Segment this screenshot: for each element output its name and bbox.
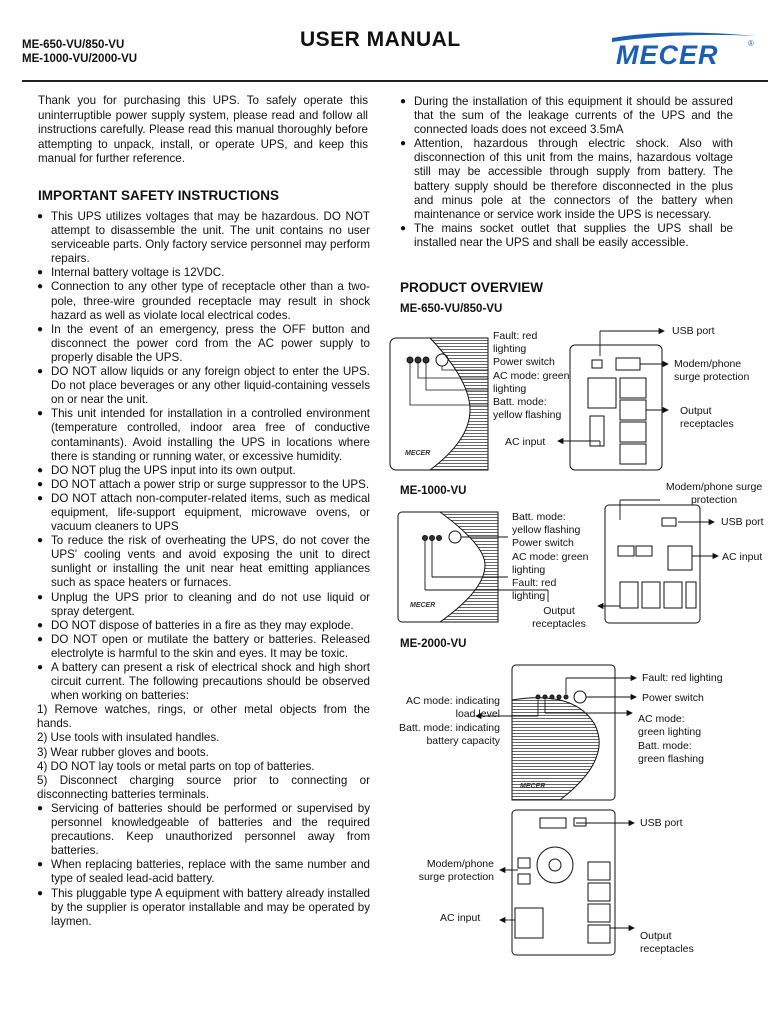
page-title: USER MANUAL (300, 28, 461, 51)
m3-label-usb: USB port (640, 817, 683, 829)
m3-label-power: Power switch (642, 692, 704, 704)
m1-label-acmode: AC mode: green lighting (493, 370, 570, 395)
safety-item: ● This pluggable type A equipment with battery already installed by the supplier is operator installable and may be operated by laymen. (37, 887, 370, 929)
m2-label-acinput: AC input (722, 551, 763, 563)
safety-item: ● DO NOT open or mutilate the battery or batteries. Released electrolyte is harmful to the skin and eyes. It may be toxic. (37, 633, 370, 661)
m3-rear-unit (512, 810, 615, 955)
m1-label-output: Output receptacles (680, 405, 734, 430)
m3-front-logo: MECER (520, 783, 546, 790)
note-item: ● The mains socket outlet that supplies the UPS shall be installed near the UPS and shall be easily accessible. (400, 222, 733, 250)
precaution-item: 1) Remove watches, rings, or other metal objects from the hands. (37, 703, 370, 731)
model-line-1: ME-650-VU/850-VU (22, 39, 125, 51)
m3-front-unit (512, 665, 615, 800)
safety-item: ● This UPS utilizes voltages that may be hazardous. DO NOT attempt to disassemble the unit. The unit contains no user serviceable parts. Only factory service personnel may perform repairs. (37, 210, 370, 266)
m1-label-battmode: Batt. mode: yellow flashing (493, 396, 562, 421)
m3-label-battmode: Batt. mode: green flashing (638, 740, 704, 765)
precaution-item: 3) Wear rubber gloves and boots. (37, 745, 209, 759)
model-line-2: ME-1000-VU/2000-VU (22, 53, 138, 65)
m3-label-modem: Modem/phone surge protection (418, 858, 494, 883)
safety-item: ● To reduce the risk of overheating the UPS, do not cover the UPS' cooling vents and avoid exposing the unit to direct sunlight or installing the unit near heat emitting appliances such as space heaters or furnaces. (37, 534, 370, 590)
svg-text:®: ® (748, 39, 754, 48)
m3-label-acload: AC mode: indicating load level (406, 695, 500, 720)
m2-front-logo: MECER (410, 602, 436, 609)
safety-item: ● Unplug the UPS prior to cleaning and do not use liquid or spray detergent. (37, 591, 370, 619)
m2-label-battmode: Batt. mode: yellow flashing (512, 511, 581, 536)
safety-item: ● DO NOT allow liquids or any foreign object to enter the UPS. Do not place beverages or any other liquid-containing vessels on or near the unit. (37, 365, 370, 407)
m2-rear-unit (605, 505, 700, 623)
safety-item: ● DO NOT attach non-computer-related items, such as medical equipment, life-support equipment, microwave ovens, or vacuum cleaners to UPS (37, 492, 370, 534)
safety-item: ● This unit intended for installation in a controlled environment (temperature controlled, indoor area free of conductive contaminants). Avoid installing the UPS in locations where there is standing or running water, or excessive humidity. (37, 407, 370, 463)
safety-item: ● When replacing batteries, replace with the same number and type of sealed lead-acid battery. (37, 858, 370, 886)
m1-title: ME-650-VU/850-VU (400, 303, 503, 315)
m2-label-modem: Modem/phone surge protection (665, 481, 763, 506)
safety-item: ● Servicing of batteries should be performed or supervised by personnel knowledgeable of batteries and the required precautions. Keep unauthorized personnel away from batteries. (37, 802, 370, 858)
m2-label-acmode: AC mode: green lighting (512, 551, 589, 576)
safety-item: ● In the event of an emergency, press the OFF button and disconnect the power cord from the AC power supply to properly disable the UPS. (37, 323, 370, 365)
brand-text: MECER (616, 40, 719, 70)
precaution-item: 2) Use tools with insulated handles. (37, 731, 220, 745)
m3-label-output: Output receptacles (640, 930, 694, 955)
m2-label-output: Output receptacles (532, 605, 586, 630)
m2-label-usb: USB port (721, 516, 764, 528)
safety-item: ● DO NOT dispose of batteries in a fire as they may explode. (37, 619, 370, 633)
safety-item: ● A battery can present a risk of electrical shock and high short circuit current. The following precautions should be observed when working on batteries: (37, 661, 370, 703)
intro-paragraph: Thank you for purchasing this UPS. To safely operate this uninterruptible power supply system, please read and follow all instructions carefully. Please read this manual thoroughly before attempting to unpack, install, or operate UPS, and keep this manual for further reference. (38, 94, 368, 165)
safety-item: ● Connection to any other type of receptacle other than a two-pole, three-wire grounded receptacle may result in shock hazard as well as violate local electrical codes. (37, 280, 370, 322)
precaution-item: 4) DO NOT lay tools or metal parts on top of batteries. (37, 759, 315, 773)
m3-label-battcap: Batt. mode: indicating battery capacity (399, 722, 500, 747)
m3-label-fault: Fault: red lighting (642, 672, 723, 684)
overview-heading: PRODUCT OVERVIEW (400, 280, 544, 295)
m1-label-fault: Fault: red lighting (493, 330, 538, 355)
m1-label-modem: Modem/phone surge protection (674, 358, 750, 383)
m3-label-acinput: AC input (440, 912, 481, 924)
m1-label-usb: USB port (672, 325, 715, 337)
m2-label-fault: Fault: red lighting (512, 577, 557, 602)
m1-label-acinput: AC input (505, 436, 546, 448)
safety-item: ● DO NOT attach a power strip or surge suppressor to the UPS. (37, 478, 370, 492)
m1-label-power: Power switch (493, 356, 555, 368)
precaution-item: 5) Disconnect charging source prior to connecting or disconnecting batteries terminals. (37, 773, 370, 801)
m1-front-logo: MECER (405, 450, 431, 457)
m2-label-power: Power switch (512, 537, 574, 549)
note-item: ● Attention, hazardous through electric shock. Also with disconnection of this unit from the mains, hazardous voltage still may be accessible through supply from battery. The battery supply should be therefore disconnected in the plus and minus pole at the connectors of the battery when maintenance or service work inside the UPS is necessary. (400, 137, 733, 222)
safety-heading: IMPORTANT SAFETY INSTRUCTIONS (38, 188, 280, 203)
safety-item: ● DO NOT plug the UPS input into its own output. (37, 464, 370, 478)
safety-item: ● Internal battery voltage is 12VDC. (37, 266, 370, 280)
m3-label-acmode: AC mode: green lighting (638, 713, 702, 738)
m3-title: ME-2000-VU (400, 638, 467, 650)
note-item: ● During the installation of this equipment it should be assured that the sum of the leakage currents of the UPS and the connected loads does not exceed 3.5mA (400, 95, 733, 137)
m2-title: ME-1000-VU (400, 485, 467, 497)
